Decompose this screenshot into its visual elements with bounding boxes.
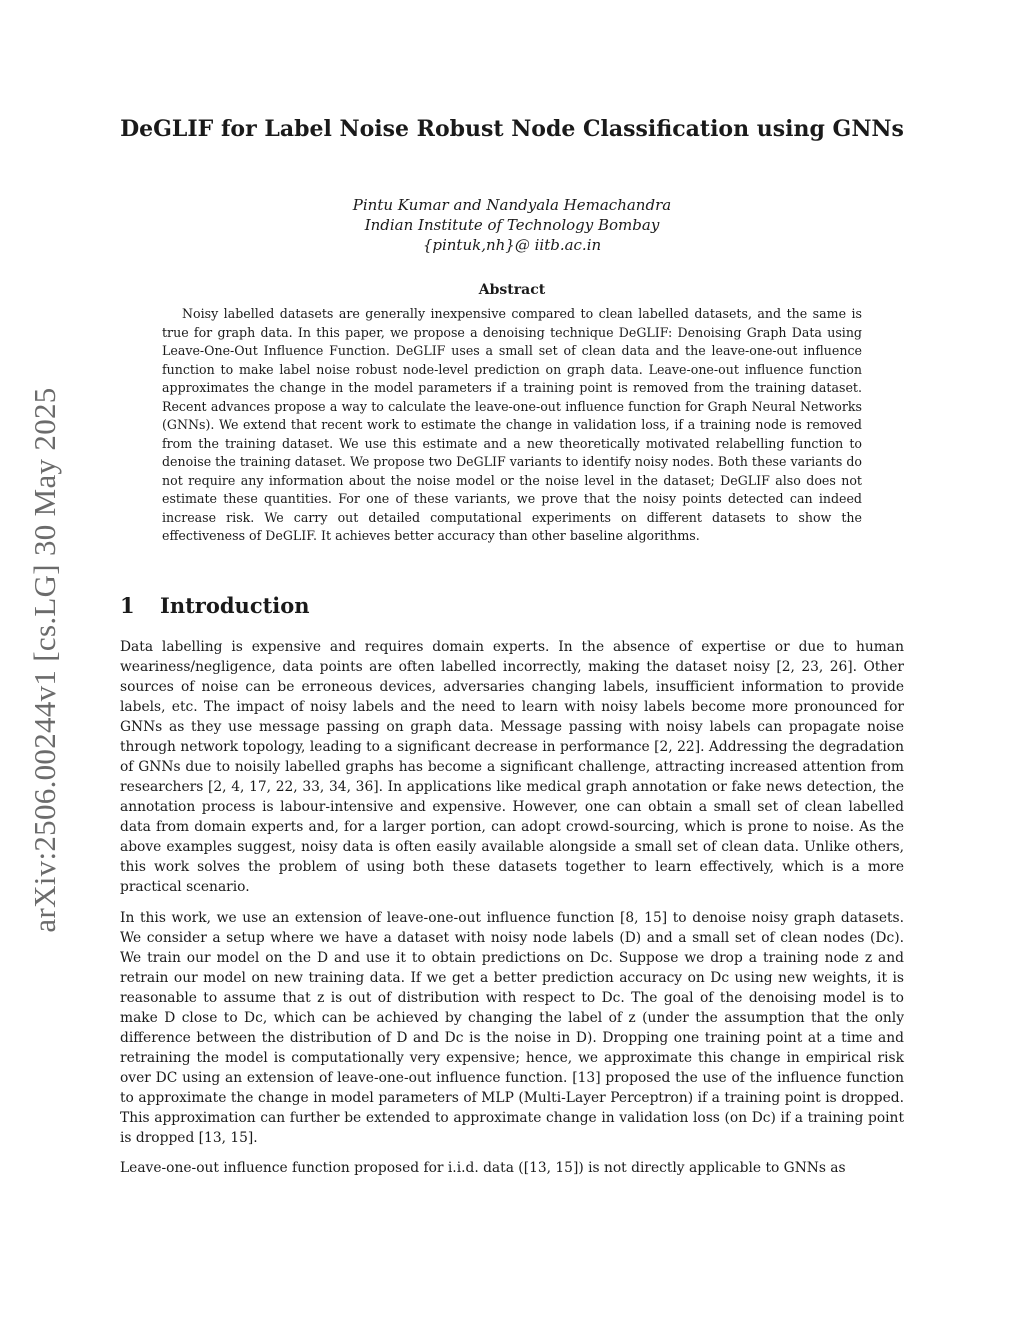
author-block [0, 195, 1024, 255]
abstract-text: Noisy labelled datasets are generally inexpensive compared to clean labelled datasets, and the same is true for graph data. In this paper, we propose a denoising technique DeGLIF: Denoising Graph Data using Leave-One-Out Influence Function. DeGLIF uses a small set of clean data and the leave-one-out influence function to make label noise robust node-level prediction on graph data. Leave-one-out influence function approximates the change in the model parameters if a training point is removed from the training dataset. Recent advances propose a way to calculate the leave-one-out influence function for Graph Neural Networks (GNNs). We extend that recent work to estimate the change in validation loss, if a training node is removed from the training dataset. We use this estimate and a new theoretically motivated relabelling function to denoise the training dataset. We propose two DeGLIF variants to identify noisy nodes. Both these variants do not require any information about the noise model or the noise level in the dataset; DeGLIF also does not estimate these quantities. For one of these variants, we prove that the noisy points detected can indeed increase risk. We carry out detailed computational experiments on different datasets to show the effectiveness of DeGLIF. It achieves better accuracy than other baseline algorithms. [162, 306, 862, 543]
abstract-heading: Abstract [478, 282, 546, 298]
section-number: 1 [120, 593, 135, 618]
body-paragraph: Data labelling is expensive and requires domain experts. In the absence of expertise or due to human weariness/negligence, data points are often labelled incorrectly, making the dataset noisy [2, 23, 26]. Other sources of noise can be erroneous devices, adversaries changing labels, insufficient information to provide labels, etc. The impact of noisy labels and the need to learn with noisy labels become more pronounced for GNNs as they use message passing on graph data. Message passing with noisy labels can propagate noise through network topology, leading to a significant decrease in performance [2, 22]. Addressing the degradation of GNNs due to noisily labelled graphs has become a significant challenge, attracting increased attention from researchers [2, 4, 17, 22, 33, 34, 36]. In applications like medical graph annotation or fake news detection, the annotation process is labour-intensive and expensive. However, one can obtain a small set of clean labelled data from domain experts and, for a larger portion, can adopt crowd-sourcing, which is prone to noise. As the above examples suggest, noisy data is often easily available alongside a small set of clean data. Unlike others, this work solves the problem of using both these datasets together to learn effectively, which is a more practical scenario. [120, 639, 904, 895]
section-heading [120, 593, 310, 618]
section-title: Introduction [160, 593, 310, 618]
body-paragraph: In this work, we use an extension of leave-one-out influence function [8, 15] to denoise noisy graph datasets. We consider a setup where we have a dataset with noisy node labels (D) and a small set of clean nodes (Dc). We train our model on the D and use it to obtain predictions on Dc. Suppose we drop a training node z and retrain our model on new training data. If we get a better prediction accuracy on Dc using new weights, it is reasonable to assume that z is out of distribution with respect to Dc. The goal of the denoising model is to make D close to Dc, which can be achieved by changing the label of z (under the assumption that the only difference between the distribution of D and Dc is the noise in D). Dropping one training point at a time and retraining the model is computationally very expensive; hence, we approximate this change in empirical risk over DC using an extension of leave-one-out influence function. [13] proposed the use of the influence function to approximate the change in model parameters of MLP (Multi-Layer Perceptron) if a training point is dropped. This approximation can further be extended to approximate change in validation loss (on Dc) if a training point is dropped [13, 15]. [120, 910, 904, 1146]
author-email: {pintuk,nh}@ iitb.ac.in [422, 236, 602, 254]
author-affiliation: Indian Institute of Technology Bombay [364, 216, 660, 234]
arxiv-identifier-stamp: arXiv:2506.00244v1 [cs.LG] 30 May 2025 [27, 387, 62, 933]
paper-title: DeGLIF for Label Noise Robust Node Classification using GNNs [120, 116, 904, 142]
author-names: Pintu Kumar and Nandyala Hemachandra [352, 196, 672, 214]
body-paragraph: Leave-one-out influence function proposed for i.i.d. data ([13, 15]) is not directly applicable to GNNs as [120, 1160, 846, 1176]
